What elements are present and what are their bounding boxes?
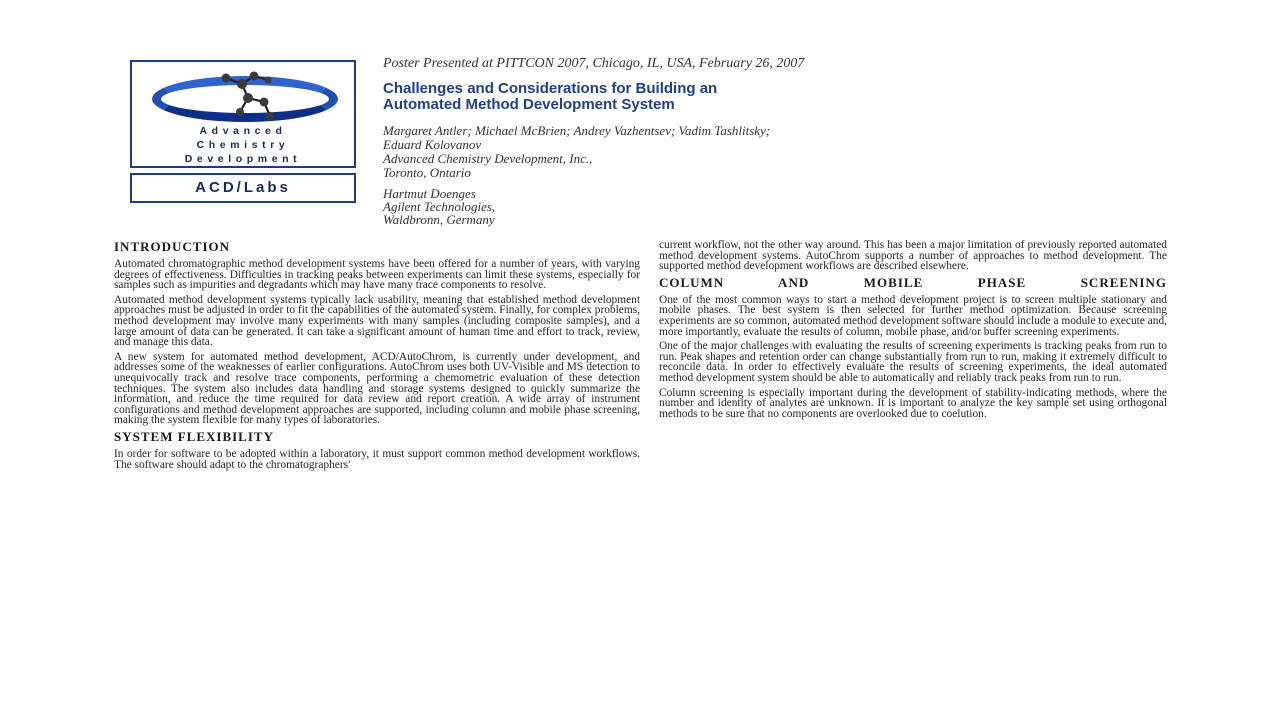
authors-line-1: Margaret Antler; Michael McBrien; Andrey Vazhentsev; Vadim Tashlitsky; [383, 123, 771, 138]
acd-logo [130, 60, 356, 168]
screening-paragraph-3: Column screening is especially important during the development of stability-indicating methods, where the number and identity of analytes are unknown. It is important to analyze the key sample set using orthogonal methods to be sure that no components are overlooked due to coelution. [659, 386, 1167, 420]
screening-paragraph-1: One of the most common ways to start a method development project is to screen multiple stationary and mobile phases. The best system is then selected for further method optimization. Because screening experiments are so common, automated method development software should include a module to execute and, more importantly, evaluate the results of column, mobile phase, and/or buffer screening experiments. [659, 293, 1167, 338]
flexibility-paragraph-1: In order for software to be adopted within a laboratory, it must support common method development workflows. The software should adapt to the chromatographers' [114, 447, 640, 471]
title-line-2: Automated Method Development System [383, 96, 675, 113]
acd-labs-brand: ACD/Labs [130, 173, 356, 203]
logo-text-chemistry: Chemistry [196, 139, 290, 151]
affiliation-1-line-2: Toronto, Ontario [383, 165, 471, 180]
title-line-1: Challenges and Considerations for Building an [383, 80, 718, 97]
intro-paragraph-1: Automated chromatographic method development systems have been offered for a number of years, with varying degrees of effectiveness. Difficulties in tracking peaks between experiments can limit these systems, especially for samples such as impurities and degradants which may have many trace components to resolve. [114, 258, 640, 292]
right-column [659, 240, 1167, 423]
author-doenges: Hartmut Doenges [383, 186, 476, 201]
authors-line-2: Eduard Kolovanov [383, 137, 482, 152]
logo-text-development: Development [184, 153, 302, 165]
affiliation-2-line-1: Agilent Technologies, [383, 199, 496, 214]
left-column [114, 240, 640, 474]
logo-text-advanced: Advanced [199, 125, 287, 137]
flexibility-continued-paragraph: current workflow, not the other way around. This has been a major limitation of previously reported automated method development systems. AutoChrom supports a number of approaches to method development. The supported method development workflows are described elsewhere. [659, 239, 1167, 273]
screening-paragraph-2: One of the major challenges with evaluating the results of screening experiments is tracking peaks from run to run. Peak shapes and retention order can change substantially from run to run, making it extremely difficult to reconcile data. In order to effectively evaluate the results of screening experiments, the ideal automated method development system should be able to automatically and reliably track peaks from run to run. [659, 340, 1167, 384]
second-author-block [383, 187, 783, 226]
intro-paragraph-2: Automated method development systems typically lack usability, meaning that established method development approaches must be adjusted in order to fit the capabilities of the automated system. Finally, for complex problems, method development may involve many experiments with many samples (including composite samples), and a large amount of data can be generated. It can take a significant amount of human time and effort to track, review, and manage this data. [114, 293, 640, 349]
system-flexibility-heading: SYSTEM FLEXIBILITY [114, 428, 274, 444]
poster-title [383, 81, 1083, 113]
intro-paragraph-3: A new system for automated method development, ACD/AutoChrom, is currently under development, and addresses some of the weaknesses of earlier configurations. AutoChrom uses both UV-Visible and MS detection to unequivocally track and resolve trace components, performing a chemometric evaluation of these detection techniques. The system also includes data handling and storage systems designed to quickly summarize the information, and reduce the time required for data review and report creation. A wide array of instrument configurations and method development approaches are supported, including column and mobile phase screening, making the system flexible for many types of laboratories. [114, 350, 640, 427]
author-list [383, 124, 1173, 180]
conference-line: Poster Presented at PITTCON 2007, Chicago, IL, USA, February 26, 2007 [383, 56, 805, 71]
affiliation-2-line-2: Waldbronn, Germany [383, 212, 495, 227]
molecule-icon [208, 68, 288, 126]
screening-heading: COLUMN AND MOBILE PHASE SCREENING [659, 274, 1167, 290]
affiliation-1-line-1: Advanced Chemistry Development, Inc., [383, 151, 593, 166]
introduction-heading: INTRODUCTION [114, 239, 231, 254]
